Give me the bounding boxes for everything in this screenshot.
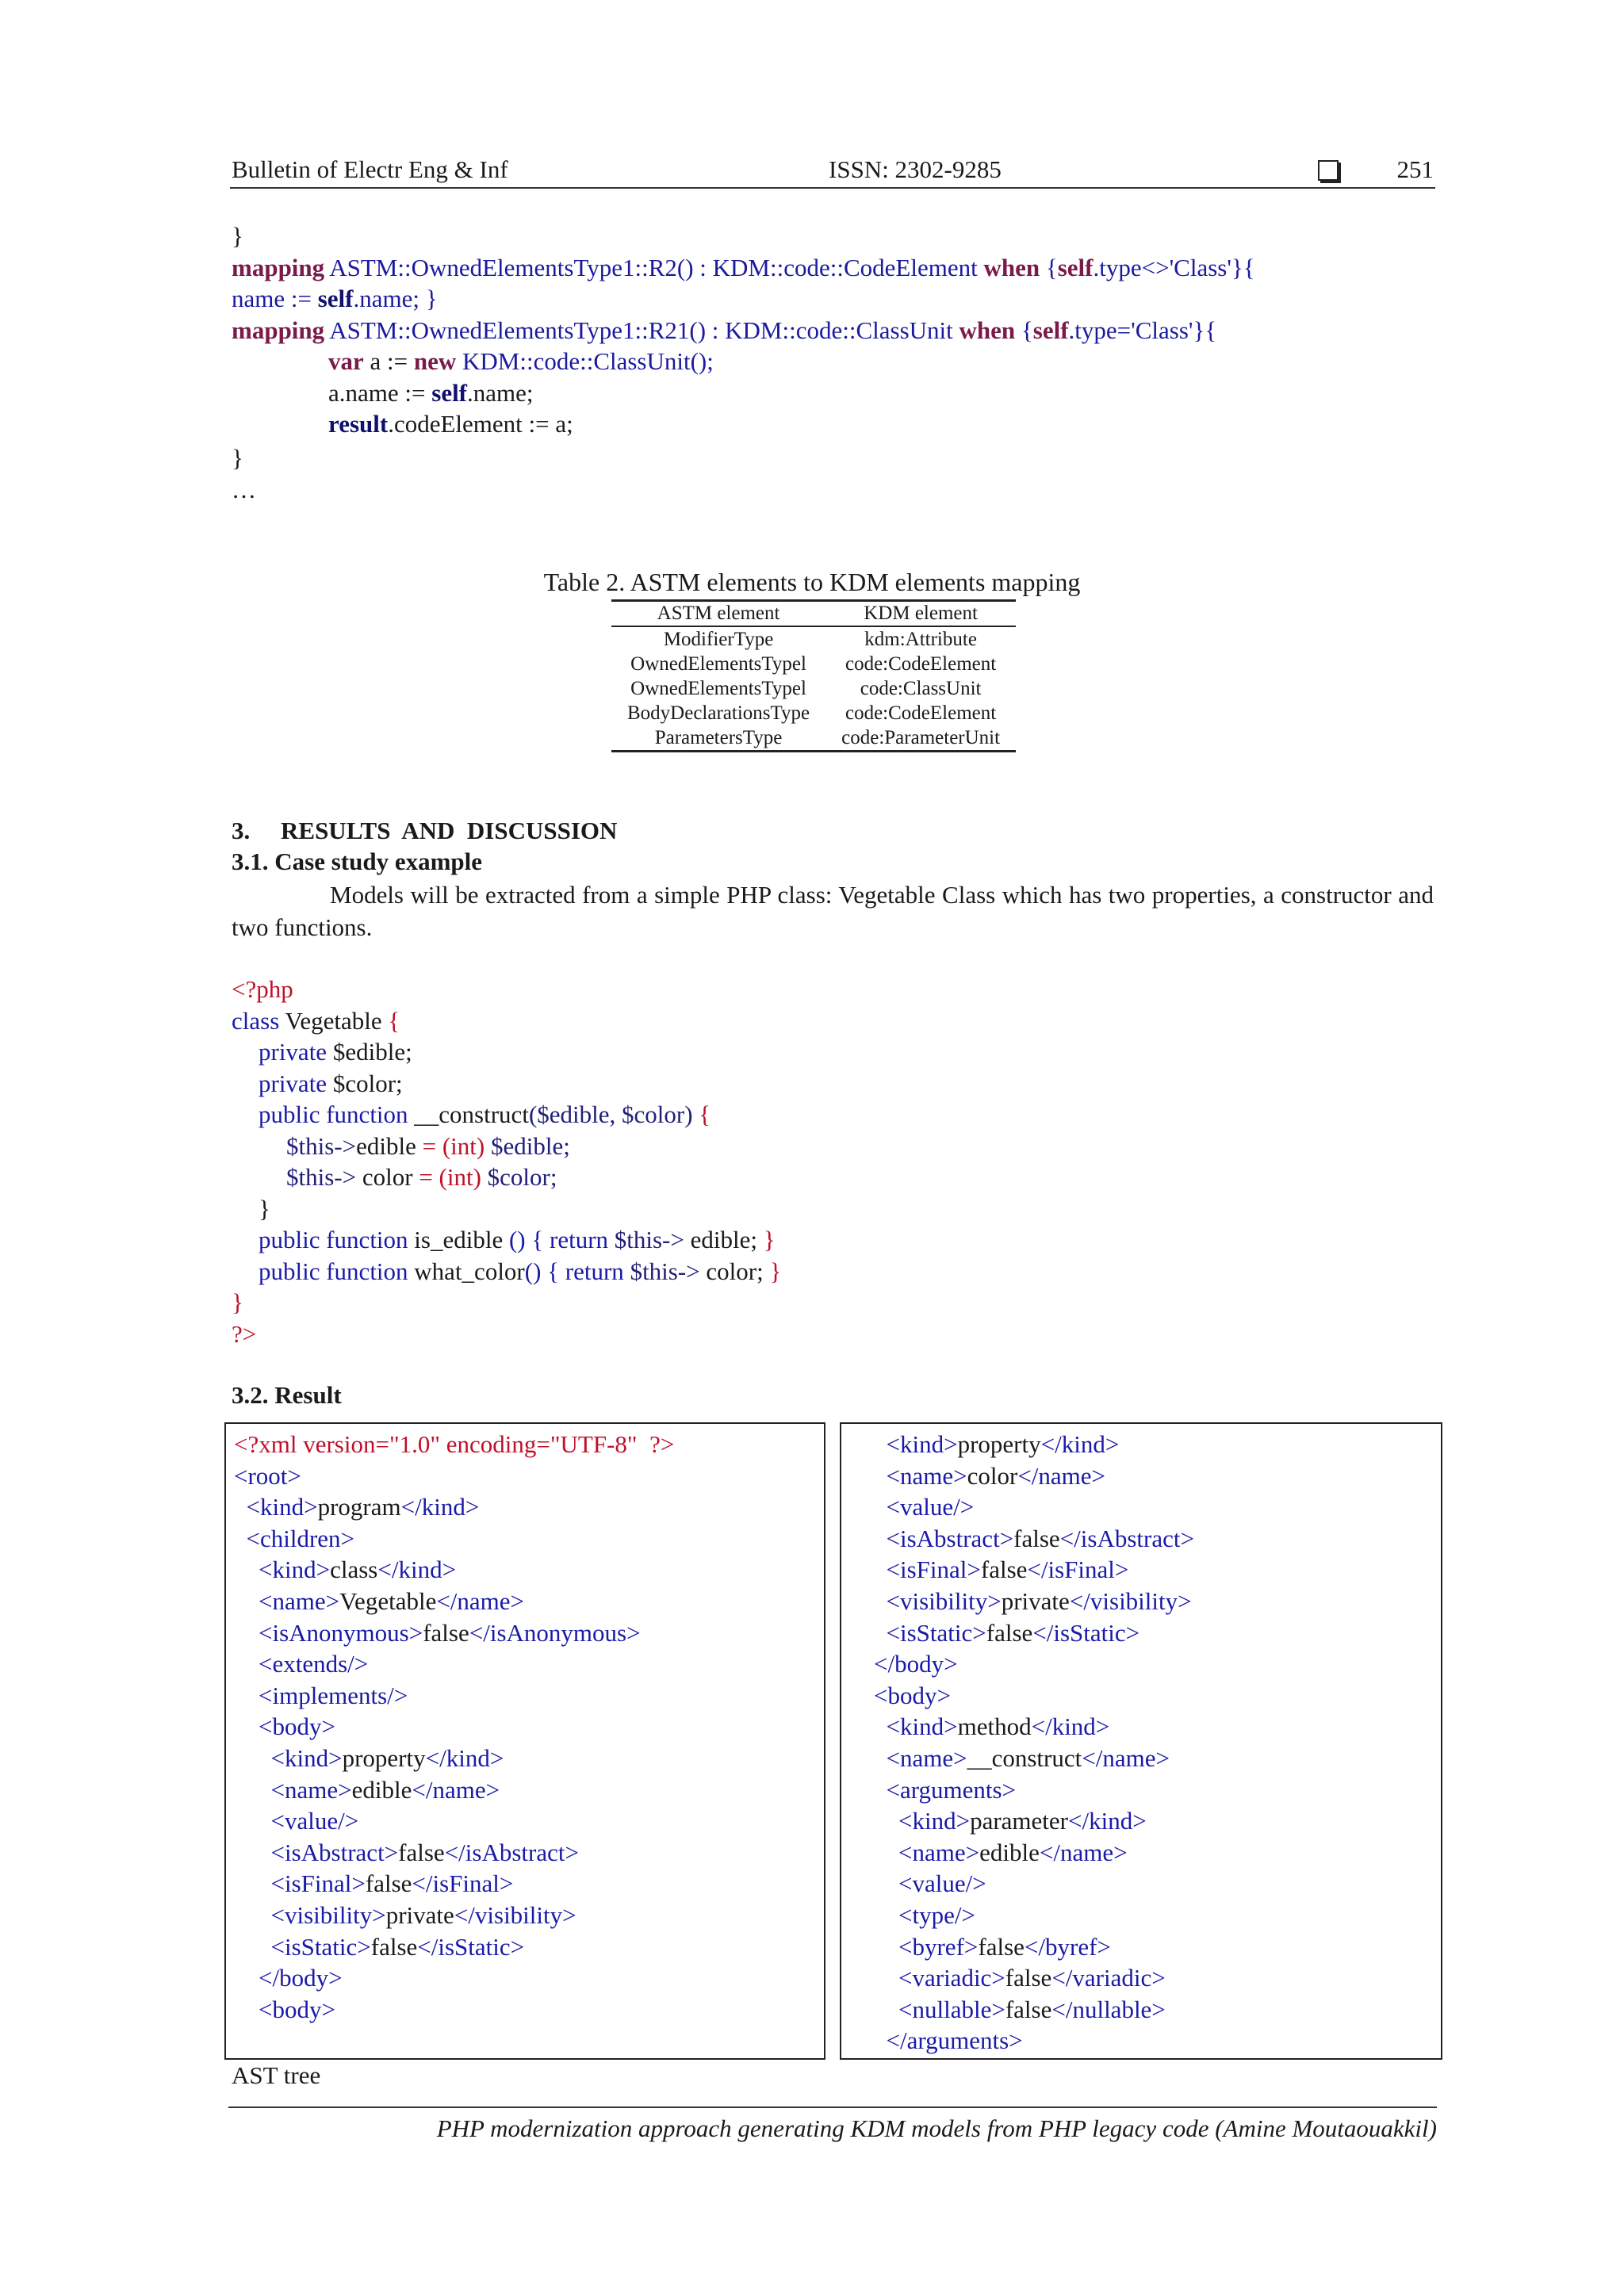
xml-token: false: [978, 1932, 1025, 1961]
xml-token: </body>: [259, 1964, 343, 1992]
xml-token: [849, 1964, 898, 1992]
xml-token: <byref>: [898, 1932, 979, 1961]
table-row: [611, 676, 1016, 701]
xml-line: [849, 1743, 1194, 1774]
table-cell: code:ClassUnit: [860, 677, 982, 699]
table-caption: Table 2. ASTM elements to KDM elements mapping: [543, 568, 1081, 596]
xml-token: <visibility>: [270, 1900, 386, 1929]
section-heading: 3. RESULTS AND DISCUSSION: [232, 817, 618, 844]
xml-token: [234, 1901, 271, 1929]
xml-token: </isStatic>: [1032, 1618, 1140, 1647]
xml-token: </name>: [436, 1586, 525, 1615]
xml-token: <variadic>: [898, 1964, 1005, 1992]
xml-token: </isAnonymous>: [469, 1618, 641, 1647]
xml-token: </name>: [1017, 1461, 1106, 1490]
xml-token: </isStatic>: [417, 1932, 525, 1961]
xml-listing-left: [234, 1429, 674, 2025]
xml-line: [234, 1429, 674, 1460]
xml-token: <body>: [259, 1995, 335, 2023]
xml-line: [234, 1774, 674, 1806]
xml-token: [234, 1493, 247, 1521]
xml-token: [234, 1933, 271, 1961]
xml-token: [849, 1556, 887, 1583]
xml-token: [849, 1996, 898, 2023]
journal-name: Bulletin of Electr Eng & Inf: [232, 155, 508, 183]
xml-line: [234, 1617, 674, 1649]
xml-token: <type/>: [898, 1900, 975, 1929]
xml-token: </variadic>: [1051, 1964, 1166, 1992]
xml-token: private: [1001, 1586, 1070, 1615]
xml-token: edible: [979, 1838, 1040, 1866]
xml-token: <kind>: [886, 1430, 958, 1458]
xml-token: </kind>: [425, 1743, 504, 1772]
xml-line: [849, 1711, 1194, 1743]
xml-token: [849, 1493, 887, 1521]
table-cell: code:CodeElement: [845, 702, 997, 724]
xml-token: [849, 1619, 887, 1647]
xml-line: [849, 1648, 1194, 1680]
subsection-heading-case-study: 3.1. Case study example: [232, 848, 483, 875]
xml-line: [849, 1774, 1194, 1806]
table-row: [611, 725, 1016, 752]
xml-line: [849, 1962, 1194, 1994]
xml-token: </name>: [1082, 1743, 1170, 1772]
xml-token: [849, 1869, 898, 1897]
xml-token: [234, 1744, 271, 1772]
column-header: ASTM element: [611, 601, 825, 627]
table-row: [611, 701, 1016, 725]
xml-token: [234, 1839, 271, 1866]
xml-token: </name>: [412, 1775, 500, 1804]
subsection-heading-result: 3.2. Result: [232, 1381, 342, 1409]
xml-line: [849, 1554, 1194, 1586]
xml-token: [234, 1712, 259, 1740]
xml-token: <arguments>: [886, 1775, 1017, 1804]
table-cell: ModifierType: [663, 628, 774, 650]
table-cell: OwnedElementsTypel: [630, 652, 806, 675]
xml-token: <value/>: [270, 1807, 359, 1835]
xml-line: [849, 1491, 1194, 1523]
xml-token: [849, 1462, 887, 1490]
xml-token: </kind>: [1040, 1430, 1120, 1458]
table-row: [611, 626, 1016, 652]
xml-token: <isStatic>: [886, 1618, 986, 1647]
xml-line: [234, 1460, 674, 1492]
xml-token: [234, 1619, 259, 1647]
xml-token: __construct: [967, 1743, 1082, 1772]
mapping-table: [611, 599, 1016, 752]
xml-token: <name>: [898, 1838, 980, 1866]
xml-token: </body>: [874, 1650, 958, 1678]
xml-token: false: [1005, 1995, 1052, 2023]
xml-token: </visibility>: [454, 1900, 576, 1929]
php-constructor-close: }: [259, 1195, 270, 1223]
xml-token: color: [967, 1461, 1018, 1490]
xml-line: [234, 1994, 674, 2026]
xml-token: </kind>: [377, 1556, 457, 1584]
column-header: KDM element: [825, 601, 1016, 627]
php-constructor-line: public function __construct($edible, $color) {: [259, 1100, 711, 1128]
xml-token: </isAbstract>: [1059, 1524, 1194, 1552]
xml-token: property: [342, 1743, 426, 1772]
code-line-9: …: [232, 476, 256, 503]
xml-token: <implements/>: [259, 1681, 408, 1709]
xml-box-left: [224, 1422, 825, 2060]
xml-token: false: [398, 1838, 445, 1866]
xml-token: <root>: [234, 1461, 301, 1490]
xml-token: <isFinal>: [886, 1556, 981, 1584]
code-line-5: var a := new KDM::code::ClassUnit();: [328, 347, 714, 375]
table-cell: ParametersType: [611, 725, 825, 752]
xml-line: [849, 1429, 1194, 1460]
square-bullet-icon: [1318, 160, 1339, 181]
xml-line: [234, 1743, 674, 1774]
xml-token: parameter: [970, 1807, 1069, 1835]
xml-token: false: [980, 1556, 1028, 1584]
xml-token: <isAnonymous>: [259, 1618, 423, 1647]
xml-line: [849, 1460, 1194, 1492]
xml-token: <nullable>: [898, 1995, 1005, 2023]
xml-token: </isFinal>: [1027, 1556, 1129, 1584]
code-line-8: }: [232, 444, 243, 472]
xml-token: [234, 1556, 259, 1583]
xml-token: [234, 1996, 259, 2023]
php-assign-edible: $this->edible = (int) $edible;: [286, 1132, 570, 1160]
xml-token: <name>: [270, 1775, 352, 1804]
php-property-color: private $color;: [259, 1070, 403, 1097]
xml-token: [849, 1587, 887, 1615]
xml-line: [849, 1523, 1194, 1555]
xml-token: [849, 1901, 898, 1929]
xml-line: [234, 1931, 674, 1963]
page-number: 251: [1396, 155, 1434, 183]
xml-token: false: [1005, 1964, 1052, 1992]
xml-token: <name>: [886, 1743, 967, 1772]
xml-token: </kind>: [1031, 1712, 1110, 1741]
xml-token: <value/>: [898, 1869, 986, 1898]
xml-listing-right: [849, 1429, 1194, 2057]
php-function-is-edible: public function is_edible () { return $this-> edible; }: [259, 1226, 776, 1253]
code-line-7: result.codeElement := a;: [328, 410, 573, 438]
xml-token: property: [957, 1430, 1041, 1458]
php-function-what-color: public function what_color() { return $this-> color; }: [259, 1257, 782, 1285]
xml-token: <kind>: [898, 1807, 971, 1835]
xml-line: [234, 1680, 674, 1712]
xml-token: <children>: [246, 1524, 355, 1552]
xml-box-right: [840, 1422, 1442, 2060]
xml-token: edible: [351, 1775, 412, 1804]
xml-token: </name>: [1039, 1838, 1128, 1866]
xml-token: [849, 1650, 874, 1678]
xml-token: program: [317, 1493, 401, 1521]
xml-token: </byref>: [1024, 1932, 1111, 1961]
php-property-edible: private $edible;: [259, 1038, 412, 1066]
issn: ISSN: 2302-9285: [829, 155, 1002, 183]
xml-token: <kind>: [270, 1743, 343, 1772]
xml-token: Vegetable: [339, 1586, 437, 1615]
xml-token: false: [1013, 1524, 1060, 1552]
xml-token: <name>: [886, 1461, 967, 1490]
xml-line: [849, 1868, 1194, 1900]
xml-token: [849, 2026, 887, 2054]
xml-token: </nullable>: [1051, 1995, 1166, 2023]
xml-line: [849, 1586, 1194, 1617]
xml-token: class: [330, 1556, 378, 1584]
xml-token: <name>: [259, 1586, 340, 1615]
xml-line: [234, 1868, 674, 1900]
xml-token: false: [365, 1869, 412, 1898]
xml-line: [234, 1962, 674, 1994]
xml-token: [849, 1839, 898, 1866]
code-line-6: a.name := self.name;: [328, 379, 534, 407]
xml-line: [849, 1994, 1194, 2026]
xml-token: <isAbstract>: [886, 1524, 1014, 1552]
code-line-4: mapping ASTM::OwnedElementsType1::R21() : KDM::code::ClassUnit when {self.type='Class'}{: [232, 316, 1217, 344]
xml-line: [234, 1805, 674, 1837]
xml-line: [234, 1554, 674, 1586]
xml-line: [234, 1491, 674, 1523]
xml-token: [849, 1933, 898, 1961]
xml-token: [849, 1776, 887, 1804]
xml-line: [234, 1523, 674, 1555]
xml-token: [234, 1587, 259, 1615]
table-cell: kdm:Attribute: [864, 628, 977, 650]
xml-token: <body>: [874, 1681, 951, 1709]
xml-token: [234, 1807, 271, 1835]
xml-line: [234, 1648, 674, 1680]
xml-token: [234, 1869, 271, 1897]
xml-token: [849, 1712, 887, 1740]
table-cell: OwnedElementsTypel: [630, 677, 806, 699]
php-close-tag: ?>: [232, 1320, 257, 1348]
php-class-close: }: [232, 1288, 243, 1316]
xml-token: </isFinal>: [412, 1869, 514, 1898]
xml-token: [849, 1807, 898, 1835]
xml-token: <body>: [259, 1712, 335, 1741]
xml-line: [849, 1931, 1194, 1963]
xml-token: </arguments>: [886, 2026, 1023, 2055]
xml-line: [234, 1586, 674, 1617]
xml-line: [849, 1900, 1194, 1931]
xml-token: <isFinal>: [270, 1869, 366, 1898]
php-assign-color: $this-> color = (int) $color;: [286, 1163, 557, 1191]
body-paragraph: Models will be extracted from a simple PHP class: Vegetable Class which has two properties, a constructor and two functions.: [232, 881, 1434, 941]
xml-token: [849, 1430, 887, 1458]
php-open-tag: <?php: [232, 975, 293, 1003]
code-line-2: mapping ASTM::OwnedElementsType1::R2() : KDM::code::CodeElement when {self.type<>'Class'}{: [232, 254, 1255, 281]
xml-token: [234, 1776, 271, 1804]
xml-line: [234, 1837, 674, 1869]
xml-token: [234, 1525, 247, 1552]
xml-line: [849, 2025, 1194, 2057]
table-cell: code:CodeElement: [845, 652, 997, 675]
xml-token: <?xml version="1.0" encoding="UTF-8" ?>: [234, 1430, 675, 1458]
table-cell: BodyDeclarationsType: [627, 702, 810, 724]
xml-line: [849, 1680, 1194, 1712]
xml-line: [849, 1837, 1194, 1869]
xml-token: [849, 1525, 887, 1552]
xml-token: false: [986, 1618, 1033, 1647]
php-class-line: class Vegetable {: [232, 1007, 400, 1035]
table-cell: code:ParameterUnit: [825, 725, 1016, 752]
xml-token: <isStatic>: [270, 1932, 371, 1961]
xml-token: <value/>: [886, 1493, 975, 1521]
xml-token: <extends/>: [259, 1650, 369, 1678]
xml-token: <visibility>: [886, 1586, 1002, 1615]
running-footer: PHP modernization approach generating KDM models from PHP legacy code (Amine Moutaouakkil): [228, 2107, 1437, 2143]
table-row: [611, 652, 1016, 676]
xml-token: false: [423, 1618, 469, 1647]
code-line-3: name := self.name; }: [232, 285, 438, 312]
xml-line: [849, 1617, 1194, 1649]
xml-token: </kind>: [1068, 1807, 1147, 1835]
xml-line: [234, 1711, 674, 1743]
xml-token: </visibility>: [1069, 1586, 1192, 1615]
xml-line: [234, 1900, 674, 1931]
running-header: [230, 152, 1435, 189]
xml-token: [234, 1650, 259, 1678]
xml-token: [234, 1964, 259, 1992]
code-line-1: }: [232, 222, 243, 250]
xml-token: [849, 1744, 887, 1772]
xml-token: [849, 1682, 874, 1709]
xml-token: method: [957, 1712, 1032, 1741]
xml-token: <kind>: [886, 1712, 958, 1741]
xml-token: </kind>: [400, 1493, 480, 1521]
xml-token: false: [370, 1932, 418, 1961]
xml-token: </isAbstract>: [444, 1838, 579, 1866]
table-header-row: [611, 601, 1016, 627]
xml-token: [234, 1682, 259, 1709]
xml-line: [849, 1805, 1194, 1837]
xml-token: <kind>: [259, 1556, 331, 1584]
xml-token: <isAbstract>: [270, 1838, 399, 1866]
ast-tree-caption: AST tree: [232, 2061, 321, 2089]
xml-token: <kind>: [246, 1493, 318, 1521]
xml-token: private: [385, 1900, 454, 1929]
